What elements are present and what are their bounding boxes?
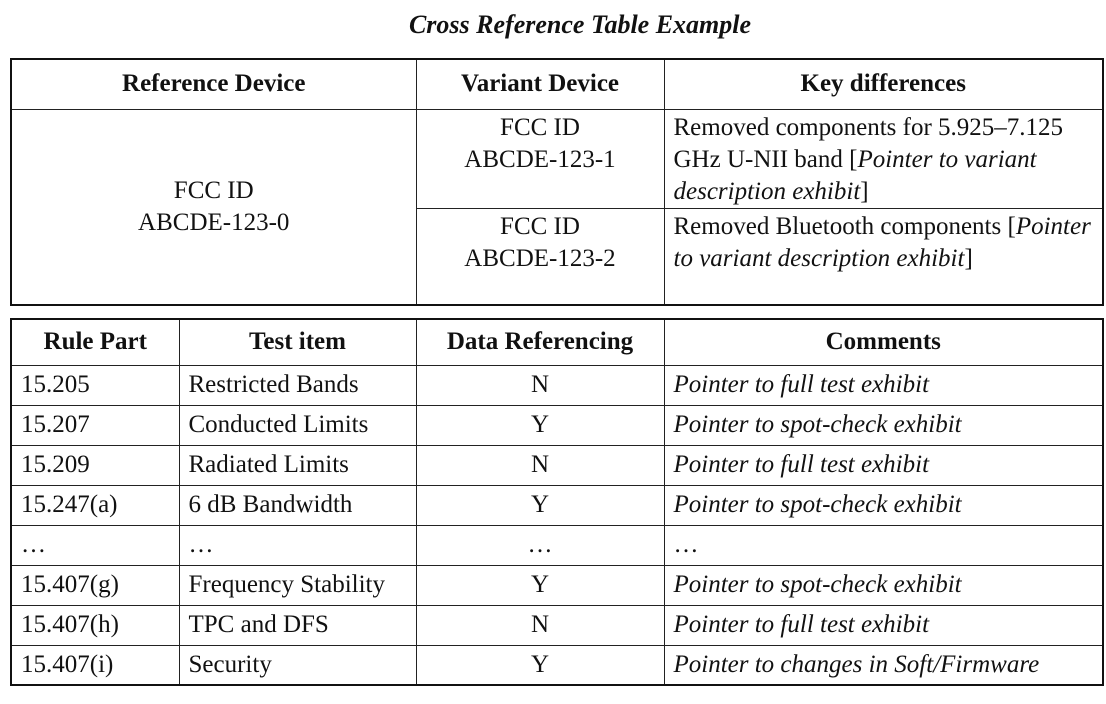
rule-part-cell: 15.207 — [11, 405, 179, 445]
table-row — [11, 405, 1103, 445]
test-header-row — [11, 319, 1103, 365]
rule-part-cell: 15.407(i) — [11, 645, 179, 685]
difference-pointer: Pointer to variant description exhibit — [673, 212, 1091, 272]
comment-cell: … — [664, 525, 1103, 565]
test-item-cell: TPC and DFS — [179, 605, 416, 645]
variant-device-cell — [416, 208, 664, 305]
reference-fcc-label: FCC ID — [173, 176, 254, 204]
table-row-ellipsis — [11, 525, 1103, 565]
data-referencing-cell: Y — [416, 645, 664, 685]
cross-reference-header-row — [11, 59, 1103, 109]
difference-text: Removed Bluetooth components [ — [673, 212, 1016, 240]
rule-part-cell: … — [11, 525, 179, 565]
data-referencing-cell: … — [416, 525, 664, 565]
data-referencing-cell: Y — [416, 565, 664, 605]
header-key-differences: Key differences — [664, 59, 1103, 109]
rule-part-cell: 15.247(a) — [11, 485, 179, 525]
rule-part-cell: 15.209 — [11, 445, 179, 485]
table-row — [11, 645, 1103, 685]
table-row — [11, 365, 1103, 405]
header-reference-device: Reference Device — [11, 59, 416, 109]
comment-cell: Pointer to spot-check exhibit — [664, 485, 1103, 525]
difference-pointer: Pointer to variant description exhibit — [673, 145, 1037, 205]
data-referencing-cell: Y — [416, 405, 664, 445]
variant-device-cell — [416, 109, 664, 208]
test-item-cell: Radiated Limits — [179, 445, 416, 485]
table-row — [11, 565, 1103, 605]
variant-fcc-label: FCC ID — [500, 212, 580, 240]
table-row — [11, 445, 1103, 485]
header-data-referencing: Data Referencing — [416, 319, 664, 365]
data-referencing-cell: N — [416, 605, 664, 645]
test-item-cell: Security — [179, 645, 416, 685]
table-row — [11, 485, 1103, 525]
rule-part-cell: 15.205 — [11, 365, 179, 405]
data-referencing-cell: N — [416, 365, 664, 405]
key-difference-cell — [664, 109, 1103, 208]
reference-fcc-id: ABCDE-123-0 — [138, 208, 290, 236]
rule-part-cell: 15.407(g) — [11, 565, 179, 605]
difference-close-bracket: ] — [964, 244, 973, 272]
test-item-cell: Conducted Limits — [179, 405, 416, 445]
variant-row — [11, 109, 1103, 208]
variant-fcc-id: ABCDE-123-2 — [464, 244, 616, 272]
comment-cell: Pointer to spot-check exhibit — [664, 405, 1103, 445]
comment-cell: Pointer to full test exhibit — [664, 365, 1103, 405]
variant-fcc-id: ABCDE-123-1 — [464, 145, 616, 173]
header-test-item: Test item — [179, 319, 416, 365]
variant-fcc-label: FCC ID — [500, 113, 580, 141]
difference-close-bracket: ] — [860, 177, 869, 205]
comment-cell: Pointer to full test exhibit — [664, 445, 1103, 485]
test-item-cell: Frequency Stability — [179, 565, 416, 605]
reference-device-cell — [11, 109, 416, 305]
data-referencing-cell: N — [416, 445, 664, 485]
header-variant-device: Variant Device — [416, 59, 664, 109]
test-item-cell: 6 dB Bandwidth — [179, 485, 416, 525]
header-comments: Comments — [664, 319, 1103, 365]
header-rule-part: Rule Part — [11, 319, 179, 365]
table-row — [11, 605, 1103, 645]
rule-part-cell: 15.407(h) — [11, 605, 179, 645]
test-data-table — [10, 318, 1104, 686]
comment-cell: Pointer to changes in Soft/Firmware — [664, 645, 1103, 685]
test-item-cell: Restricted Bands — [179, 365, 416, 405]
key-difference-cell — [664, 208, 1103, 305]
data-referencing-cell: Y — [416, 485, 664, 525]
comment-cell: Pointer to full test exhibit — [664, 605, 1103, 645]
difference-text: Removed components for 5.925–7.125 GHz U-NII band [ — [673, 113, 1064, 173]
cross-reference-table — [10, 58, 1104, 306]
test-item-cell: … — [179, 525, 416, 565]
table-title: Cross Reference Table Example — [408, 10, 752, 39]
comment-cell: Pointer to spot-check exhibit — [664, 565, 1103, 605]
